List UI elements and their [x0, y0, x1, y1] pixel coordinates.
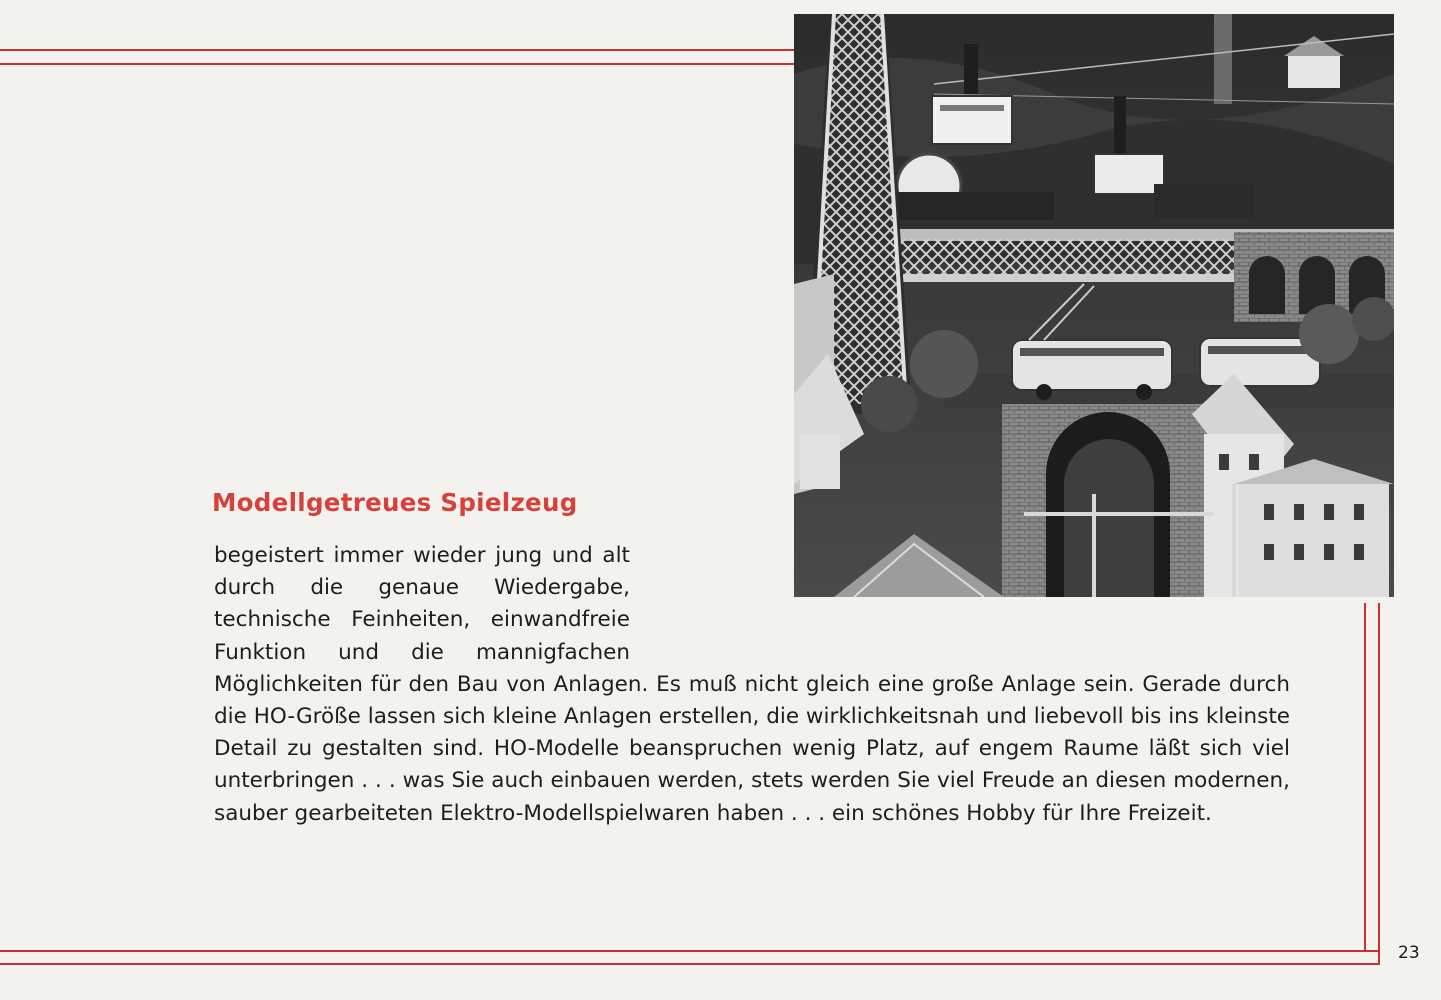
- model-railway-photo: [794, 14, 1394, 597]
- page-number: 23: [1398, 943, 1420, 963]
- top-rule-inner: [0, 63, 794, 65]
- photo-text-wrap-spacer: [630, 540, 1290, 668]
- bottom-rule-outer: [0, 950, 1380, 952]
- right-rule-inner: [1364, 603, 1366, 952]
- article-body: [214, 540, 1290, 870]
- article-body-paragraph: begeistert immer wieder jung und alt durch die genaue Wiedergabe, technische Feinheiten, einwandfreie Funktion und die mannigfachen Möglichkeiten für den Bau von Anlagen. Es muß nicht gleich eine große Anlage sein. Gerade durch die HO-Größe lassen sich kleine Anlagen erstellen, die wirklichkeitsnah und liebevoll bis ins kleinste Detail zu gestalten sind. HO-Modelle beanspruchen wenig Platz, auf engem Raume läßt sich viel unterbringen . . . was Sie auch einbauen werden, stets werden Sie viel Freude an diesen modernen, sauber gearbeiteten Elektro-Modellspielwaren haben . . . ein schönes Hobby für Ihre Freizeit.: [214, 543, 1290, 826]
- article-heading: Modellgetreues Spielzeug: [212, 488, 578, 517]
- bottom-rule-inner: [0, 963, 1380, 965]
- model-railway-photo-illustration: [794, 14, 1394, 597]
- top-rule-outer: [0, 49, 794, 51]
- right-rule-outer: [1378, 603, 1380, 965]
